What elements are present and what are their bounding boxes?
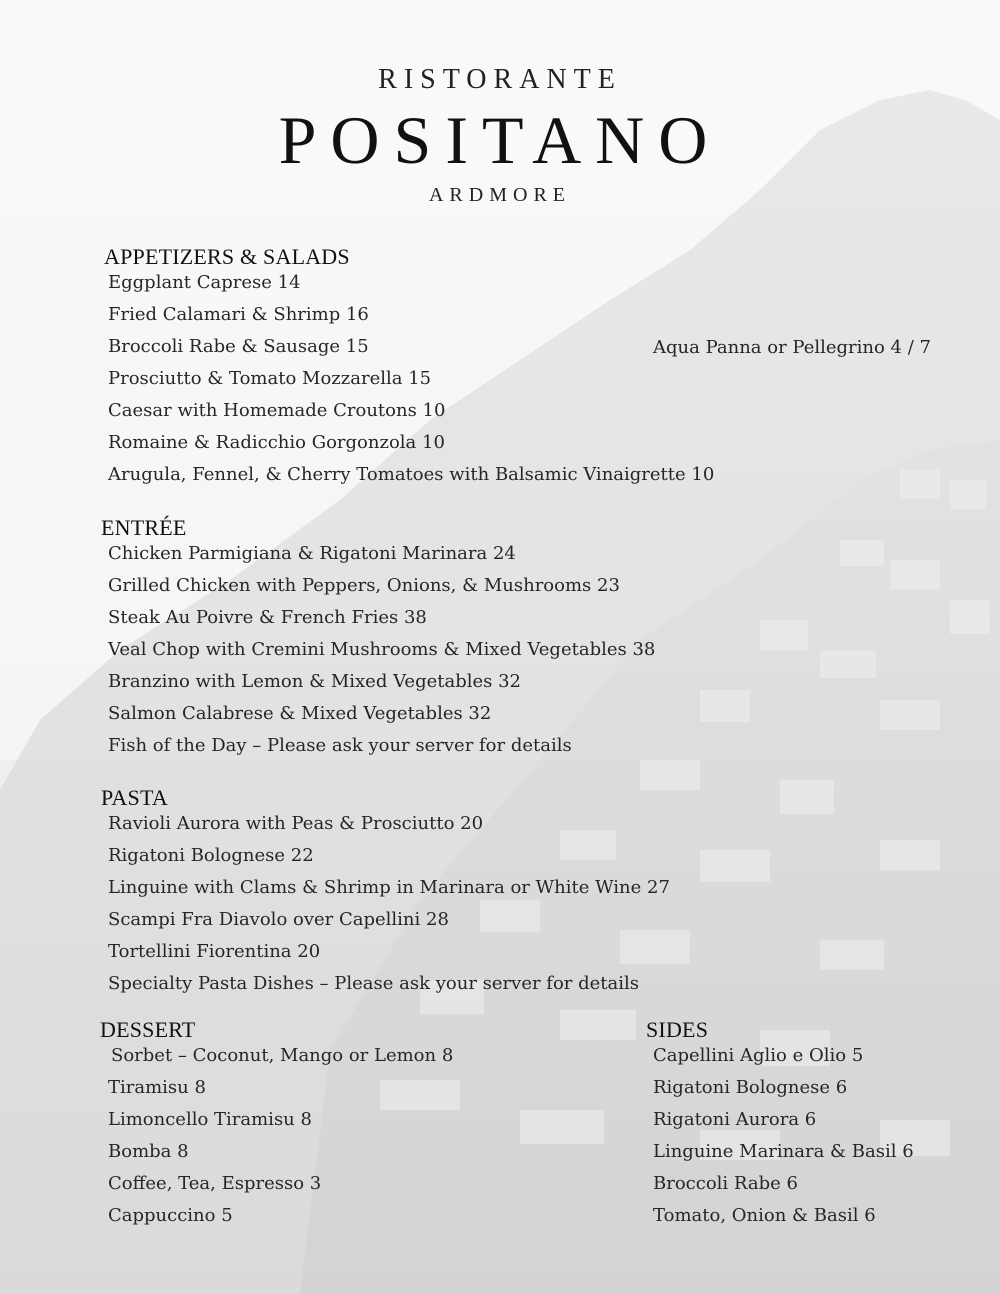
menu-item: Cappuccino 5 bbox=[108, 1205, 233, 1226]
dessert-list bbox=[108, 1041, 453, 1233]
menu-item: Eggplant Caprese 14 bbox=[108, 272, 301, 293]
menu-item: Fish of the Day – Please ask your server for details bbox=[108, 735, 572, 756]
water-price-note: Aqua Panna or Pellegrino 4 / 7 bbox=[653, 337, 931, 358]
menu-item: Chicken Parmigiana & Rigatoni Marinara 24 bbox=[108, 543, 516, 564]
sides-list bbox=[653, 1041, 914, 1233]
menu-item: Tomato, Onion & Basil 6 bbox=[653, 1205, 876, 1226]
menu-item: Grilled Chicken with Peppers, Onions, & Mushrooms 23 bbox=[108, 575, 620, 596]
menu-item: Tiramisu 8 bbox=[108, 1077, 206, 1098]
appetizers-list bbox=[108, 268, 714, 492]
pasta-list bbox=[108, 809, 670, 1001]
section-title-dessert: DESSERT bbox=[100, 1017, 196, 1042]
restaurant-type-label: RISTORANTE bbox=[378, 64, 622, 95]
menu-item: Linguine Marinara & Basil 6 bbox=[653, 1141, 914, 1162]
section-title-sides: SIDES bbox=[646, 1017, 709, 1042]
menu-item: Caesar with Homemade Croutons 10 bbox=[108, 400, 446, 421]
menu-item: Ravioli Aurora with Peas & Prosciutto 20 bbox=[108, 813, 484, 834]
menu-item: Scampi Fra Diavolo over Capellini 28 bbox=[108, 909, 449, 930]
menu-item: Arugula, Fennel, & Cherry Tomatoes with Balsamic Vinaigrette 10 bbox=[108, 464, 715, 485]
menu-item: Rigatoni Bolognese 6 bbox=[653, 1077, 848, 1098]
menu-item: Sorbet – Coconut, Mango or Lemon 8 bbox=[111, 1045, 454, 1066]
menu-item: Bomba 8 bbox=[108, 1141, 189, 1162]
menu-item: Romaine & Radicchio Gorgonzola 10 bbox=[108, 432, 445, 453]
menu-item: Coffee, Tea, Espresso 3 bbox=[108, 1173, 322, 1194]
menu-item: Veal Chop with Cremini Mushrooms & Mixed Vegetables 38 bbox=[108, 639, 656, 660]
section-title-pasta: PASTA bbox=[101, 785, 168, 810]
menu-item: Steak Au Poivre & French Fries 38 bbox=[108, 607, 427, 628]
menu-item: Specialty Pasta Dishes – Please ask your server for details bbox=[108, 973, 640, 994]
menu-item: Fried Calamari & Shrimp 16 bbox=[108, 304, 369, 325]
menu-item: Broccoli Rabe 6 bbox=[653, 1173, 798, 1194]
menu-item: Limoncello Tiramisu 8 bbox=[108, 1109, 312, 1130]
menu-item: Rigatoni Aurora 6 bbox=[653, 1109, 817, 1130]
menu-item: Capellini Aglio e Olio 5 bbox=[653, 1045, 864, 1066]
menu-item: Salmon Calabrese & Mixed Vegetables 32 bbox=[108, 703, 492, 724]
entree-list bbox=[108, 539, 655, 763]
menu-item: Broccoli Rabe & Sausage 15 bbox=[108, 336, 369, 357]
menu-item: Prosciutto & Tomato Mozzarella 15 bbox=[108, 368, 432, 389]
menu-item: Rigatoni Bolognese 22 bbox=[108, 845, 314, 866]
restaurant-name: POSITANO bbox=[278, 102, 722, 178]
section-title-appetizers: APPETIZERS & SALADS bbox=[104, 244, 350, 269]
section-title-entree: ENTRÉE bbox=[101, 515, 187, 540]
menu-item: Linguine with Clams & Shrimp in Marinara or White Wine 27 bbox=[108, 877, 670, 898]
menu-item: Tortellini Fiorentina 20 bbox=[108, 941, 321, 962]
restaurant-location: ARDMORE bbox=[428, 184, 571, 206]
menu-item: Branzino with Lemon & Mixed Vegetables 32 bbox=[108, 671, 521, 692]
